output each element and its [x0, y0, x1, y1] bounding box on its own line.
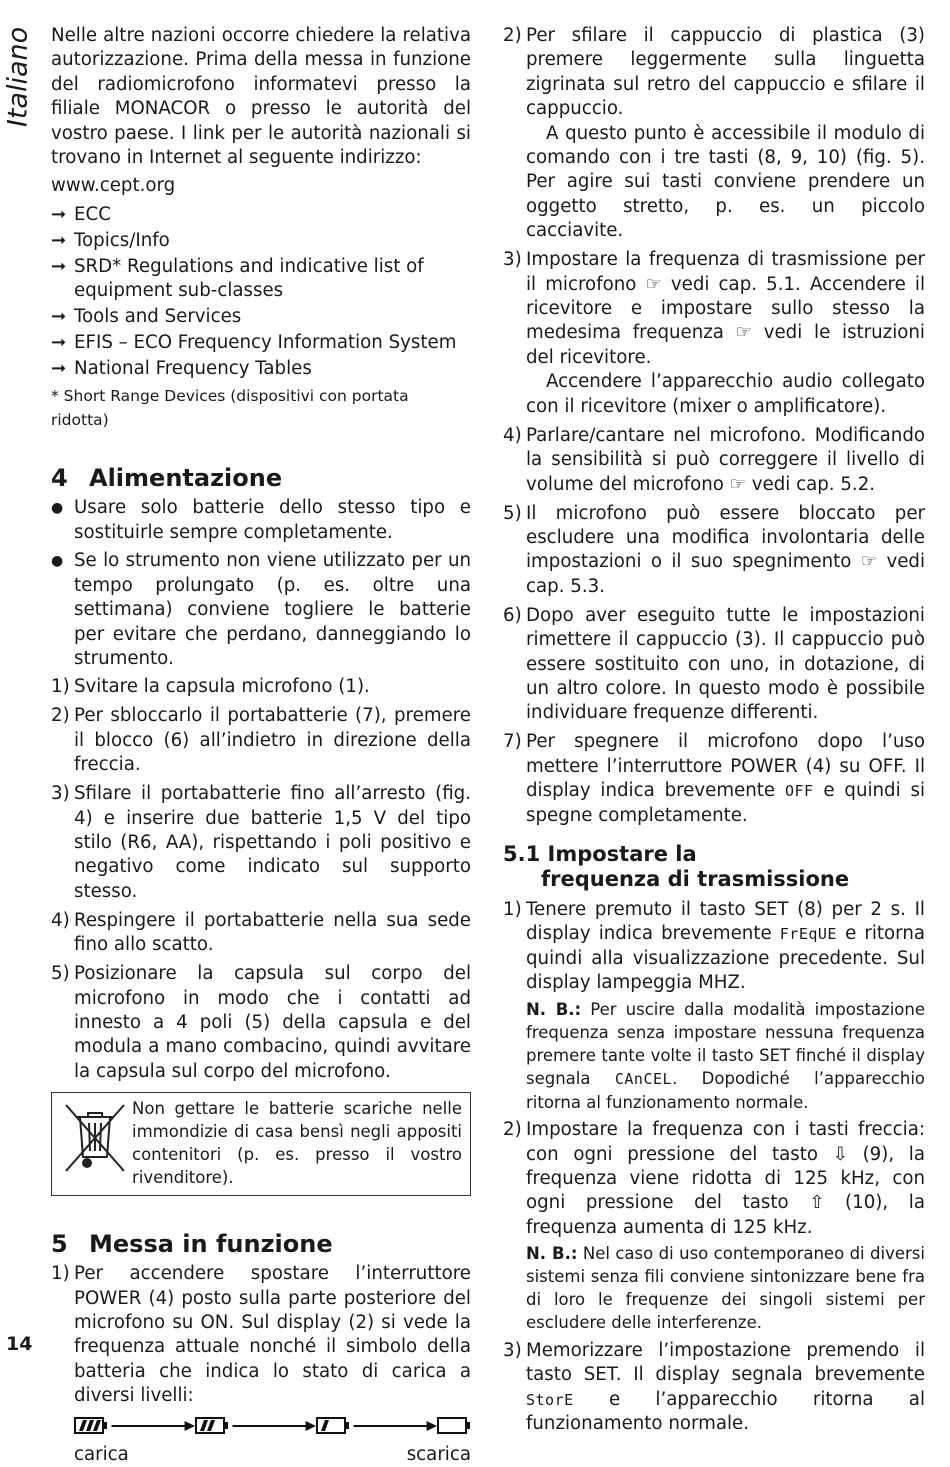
charge-empty-label: scarica — [406, 1443, 471, 1465]
lcd-off-text: OFF — [784, 782, 814, 801]
link-item: ➞ Tools and Services — [51, 305, 471, 329]
bullet-item: ● Usare solo batterie dello stesso tipo e sostituirle sempre completamente. — [51, 496, 471, 545]
battery-full-icon — [74, 1417, 108, 1434]
step-item: 1) Svitare la capsula microfono (1). — [51, 676, 370, 698]
arrow-icon: ➞ — [51, 255, 67, 277]
disposal-warning-text: Non gettare le batterie scariche nelle immondizie di casa bensì negli appositi contenitori (p. es. presso il vostro rivenditore). — [132, 1099, 462, 1188]
footnote: * Short Range Devices (dispositivi con portata ridotta) — [51, 386, 409, 430]
arrow-icon: ➞ — [51, 332, 67, 354]
step-item: 4) Parlare/cantare nel microfono. Modificando la sensibilità si può correggere il livello di volume del microfono ☞ vedi cap. 5.2. — [503, 424, 925, 495]
step-item: 3) Impostare la frequenza di trasmissione per il microfono ☞ vedi cap. 5.1. Accendere il ricevitore e impostare sullo stesso la medesima frequenza ☞ vedi le istruzioni del ricevitore. Accendere l’apparecchio audio collegato con il ricevitore (mixer o amplificatore). — [503, 249, 925, 417]
note-block: N. B.: Per uscire dalla modalità impostazione frequenza senza impostare nessuna frequenza premere tante volte il tasto SET finché il display segnala CAnCEL. Dopodiché l’apparecchio ritorna al funzionamento normale. — [526, 999, 926, 1112]
lcd-store-text: StorE — [526, 1390, 574, 1409]
step-item: 1) Tenere premuto il tasto SET (8) per 2 s. Il display indica brevemente FrEqUE e ritorna quindi alla visualizzazione precedente. Sul display lampeggia MHZ. N. B.: Per uscire dalla modalità impostazione frequenza senza impostare nessuna frequenza premere tante volte il tasto SET finché il display segnala CAnCEL. Dopodiché l’apparecchio ritorna al funzionamento normale. — [503, 898, 926, 1112]
battery-level-diagram — [74, 1415, 471, 1437]
language-label: Italiano — [2, 26, 34, 128]
link-item: ➞ EFIS – ECO Frequency Information System — [51, 331, 471, 355]
arrow-icon: ➞ — [51, 229, 67, 251]
step-item: 2) Per sfilare il cappuccio di plastica (3) premere leggermente sulla linguetta zigrinata sul retro del cappuccio e sfilare il cappuccio. A questo punto è accessibile il modulo di comando con i tre tasti (8, 9, 10) (fig. 5). Per agire sui tasti conviene prendere un oggetto stretto, p. es. un piccolo cacciavite. — [503, 25, 925, 242]
note-block: N. B.: Nel caso di uso contemporaneo di diversi sistemi senza fili conviene sintonizzare bene fra di loro le frequenze dei singoli sistemi per escludere delle interferenze. — [526, 1244, 925, 1333]
section-5-1-heading: 5.1 Impostare la frequenza di trasmissione — [503, 841, 850, 891]
url-text: www.cept.org — [51, 175, 176, 197]
arrow-right-icon — [108, 1421, 195, 1431]
section-5-heading: 5 Messa in funzione — [51, 1230, 333, 1259]
page-number: 14 — [6, 1333, 33, 1355]
disposal-warning-box — [51, 1092, 471, 1196]
arrow-icon: ➞ — [51, 358, 67, 380]
battery-two-thirds-icon — [195, 1417, 229, 1434]
battery-labels — [74, 1443, 471, 1467]
lcd-cancel-text: CAnCEL — [614, 1069, 673, 1088]
link-item: ➞ National Frequency Tables — [51, 357, 471, 381]
link-item: ➞ ECC — [51, 203, 471, 227]
link-list — [51, 203, 471, 382]
step-item: 5) Posizionare la capsula sul corpo del microfono in modo che i contatti ad innesto a 4 poli (5) della capsula e del modula a mano combacino, quindi avvitare la capsula sul corpo del microfono. — [51, 963, 471, 1082]
step-item: 4) Respingere il portabatterie nella sua sede fino allo scatto. — [51, 909, 471, 956]
bullet-item: ● Se lo strumento non viene utilizzato per un tempo prolungato (p. es. oltre una settimana) conviene togliere le batterie per evitare che perdano, danneggiando lo strumento. — [51, 549, 471, 671]
intro-paragraph: Nelle altre nazioni occorre chiedere la relativa autorizzazione. Prima della messa in funzione del radiomicrofono informatevi presso la filiale MONACOR o presso le autorità del vostro paese. I link per le autorità nazionali si trovano in Internet al seguente indirizzo: — [51, 25, 471, 169]
step-item: 6) Dopo aver eseguito tutte le impostazioni rimettere il cappuccio (3). Il cappuccio può essere sostituito con uno, in dotazione, di un altro colore. In questo modo è possibile individuare frequenze differenti. — [503, 604, 925, 724]
charge-full-label: carica — [74, 1443, 129, 1465]
section-4-heading: 4 Alimentazione — [51, 464, 283, 493]
step-item: 3) Sfilare il portabatterie fino all’arresto (fig. 4) e inserire due batterie 1,5 V del tipo stilo (R6, AA), rispettando i poli positivo e negativo come indicato sul supporto stesso. — [51, 783, 471, 902]
step-item: 5) Il microfono può essere bloccato per escludere una modifica involontaria delle impostazioni o il suo spegnimento ☞ vedi cap. 5.3. — [503, 502, 925, 597]
link-item: ➞ Topics/Info — [51, 229, 471, 253]
battery-one-third-icon — [316, 1417, 350, 1434]
battery-empty-icon — [437, 1417, 471, 1434]
step-item: 2) Per sbloccarlo il portabatterie (7), premere il blocco (6) all’indietro in direzione della freccia. — [51, 705, 471, 776]
arrow-icon: ➞ — [51, 306, 67, 328]
link-item: ➞ SRD* Regulations and indicative list of equipment sub-classes — [51, 255, 471, 304]
left-column — [51, 24, 471, 1467]
bullet-icon: ● — [51, 500, 64, 517]
lcd-freque-text: FrEqUE — [779, 925, 837, 944]
step-item: 1) Per accendere spostare l’interruttore POWER (4) posto sulla parte posteriore del microfono su ON. Sul display (2) si vede la frequenza attuale nonché il simbolo della batteria che indica lo stato di carica a diversi livelli: — [51, 1263, 471, 1407]
bullet-icon: ● — [51, 553, 64, 570]
right-column — [503, 24, 925, 1441]
step-item: 7) Per spegnere il microfono dopo l’uso mettere l’interruttore POWER (4) su OFF. Il display indica brevemente OFF e quindi si spegne completamente. — [503, 731, 926, 826]
step-item: 2) Impostare la frequenza con i tasti freccia: con ogni pressione del tasto ⇩ (9), la frequenza viene ridotta di 125 kHz, con ogni pressione del tasto ⇧ (10), la frequenza aumenta di 125 kHz. N. B.: Nel caso di uso contemporaneo di diversi sistemi senza fili conviene sintonizzare bene fra di loro le frequenze dei singoli sistemi per escludere delle interferenze. — [503, 1119, 925, 1333]
arrow-right-icon — [350, 1421, 437, 1431]
arrow-right-icon — [229, 1421, 316, 1431]
step-item: 3) Memorizzare l’impostazione premendo il tasto SET. Il display segnala brevemente StorE e l’apparecchio ritorna al funzionamento normale. — [503, 1339, 925, 1435]
language-tab — [0, 22, 36, 132]
arrow-icon: ➞ — [51, 203, 67, 225]
crossed-bin-icon — [58, 1097, 132, 1179]
